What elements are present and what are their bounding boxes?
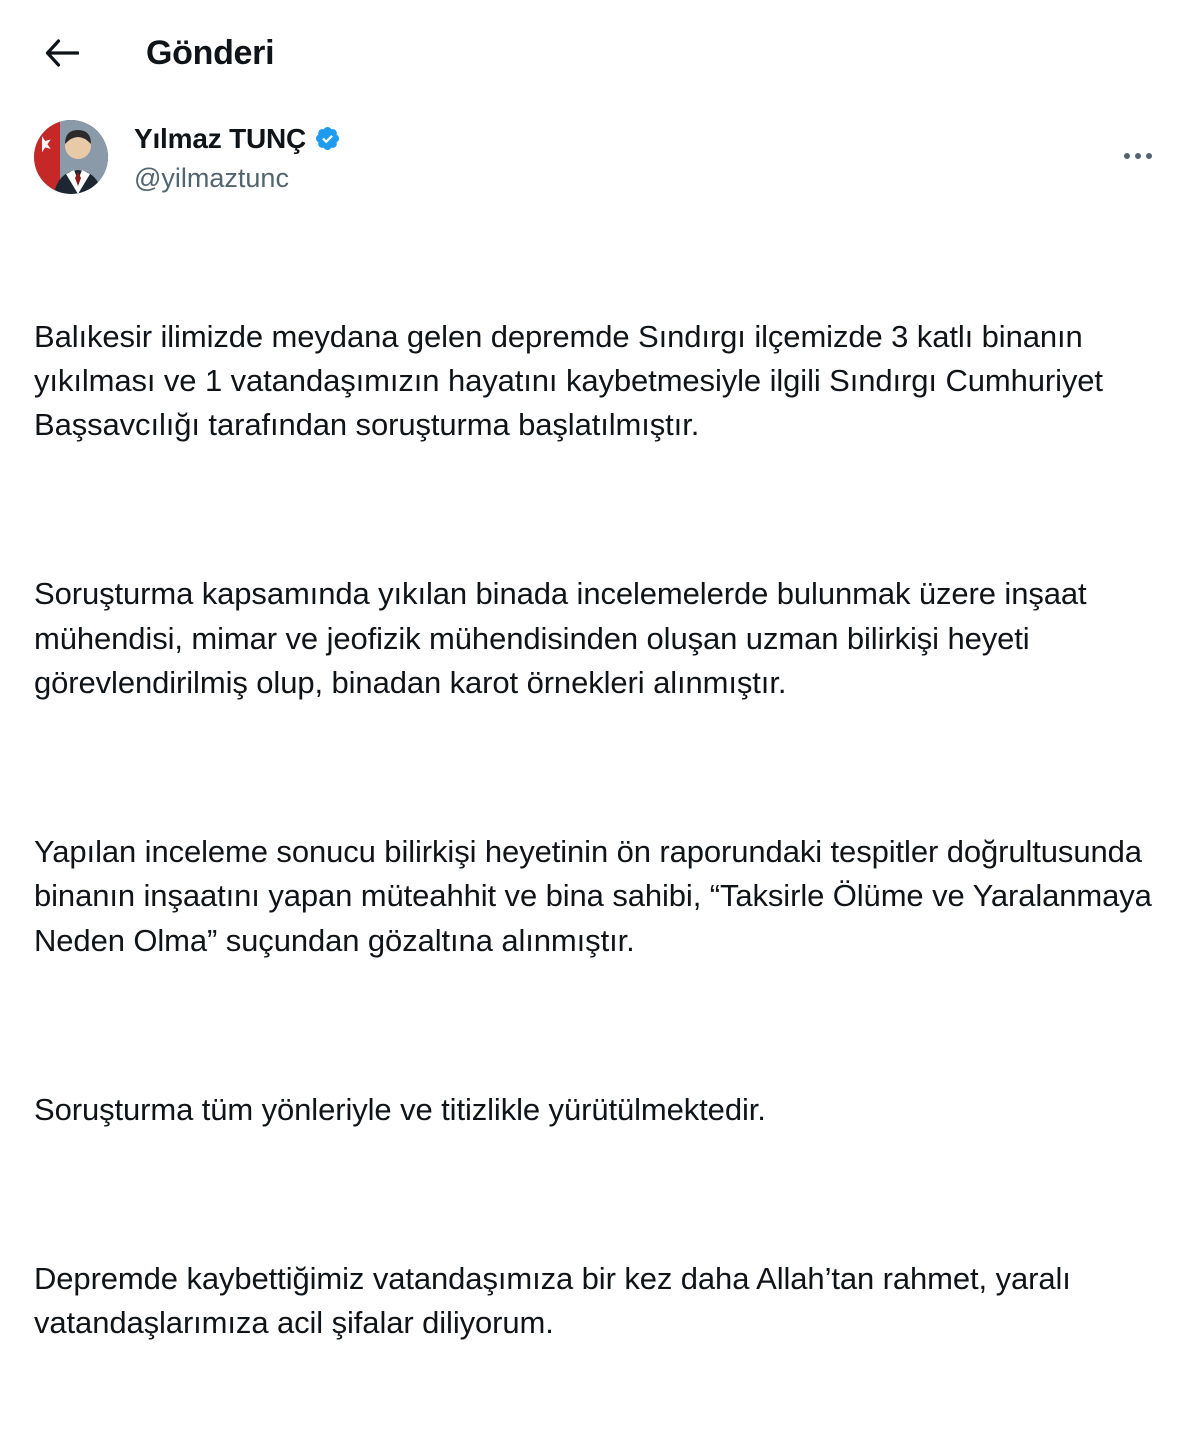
page-title: Gönderi <box>146 34 275 72</box>
tweet-paragraph: Depremde kaybettiğimiz vatandaşımıza bir kez daha Allah’tan rahmet, yaralı vatandaşlarımıza acil şifalar diliyorum. <box>34 1260 1080 1340</box>
arrow-left-icon <box>45 39 79 67</box>
back-button[interactable] <box>34 25 90 81</box>
tweet-paragraph: Balıkesir ilimizde meydana gelen depremde Sındırgı ilçemizde 3 katlı binanın yıkılması ve 1 vatandaşımızın hayatını kaybetmesiyle ilgili Sındırgı Cumhuriyet Başsavcılığı tarafından soruşturma başlatılmıştır. <box>34 318 1112 443</box>
tweet-paragraph: Yapılan inceleme sonucu bilirkişi heyetinin ön raporundaki tespitler doğrultusunda binanın inşaatını yapan müteahhit ve bina sahibi, “Taksirle Ölüme ve Yaralanmaya Neden Olma” suçundan gözaltına alınmıştır. <box>34 833 1161 958</box>
tweet-text <box>34 226 1166 1434</box>
author-name-row[interactable] <box>134 122 341 156</box>
author-display-name: Yılmaz TUNÇ <box>134 123 307 154</box>
more-options-button[interactable] <box>1110 128 1166 184</box>
more-horizontal-icon <box>1124 153 1152 159</box>
author-handle[interactable]: @yilmaztunc <box>134 162 289 193</box>
tweet-paragraph: Soruşturma tüm yönleriyle ve titizlikle yürütülmektedir. <box>34 1091 766 1127</box>
header-bar <box>0 0 1200 106</box>
tweet-header <box>34 106 1166 194</box>
author-block <box>134 120 341 194</box>
tweet-paragraph: Soruşturma kapsamında yıkılan binada incelemelerde bulunmak üzere inşaat mühendisi, mimar ve jeofizik mühendisinden oluşan uzman bilirkişi heyeti görevlendirilmiş olup, binadan karot örnekleri alınmıştır. <box>34 576 1096 700</box>
avatar[interactable] <box>34 120 108 194</box>
verified-badge-icon <box>314 125 341 152</box>
tweet <box>0 106 1200 1434</box>
